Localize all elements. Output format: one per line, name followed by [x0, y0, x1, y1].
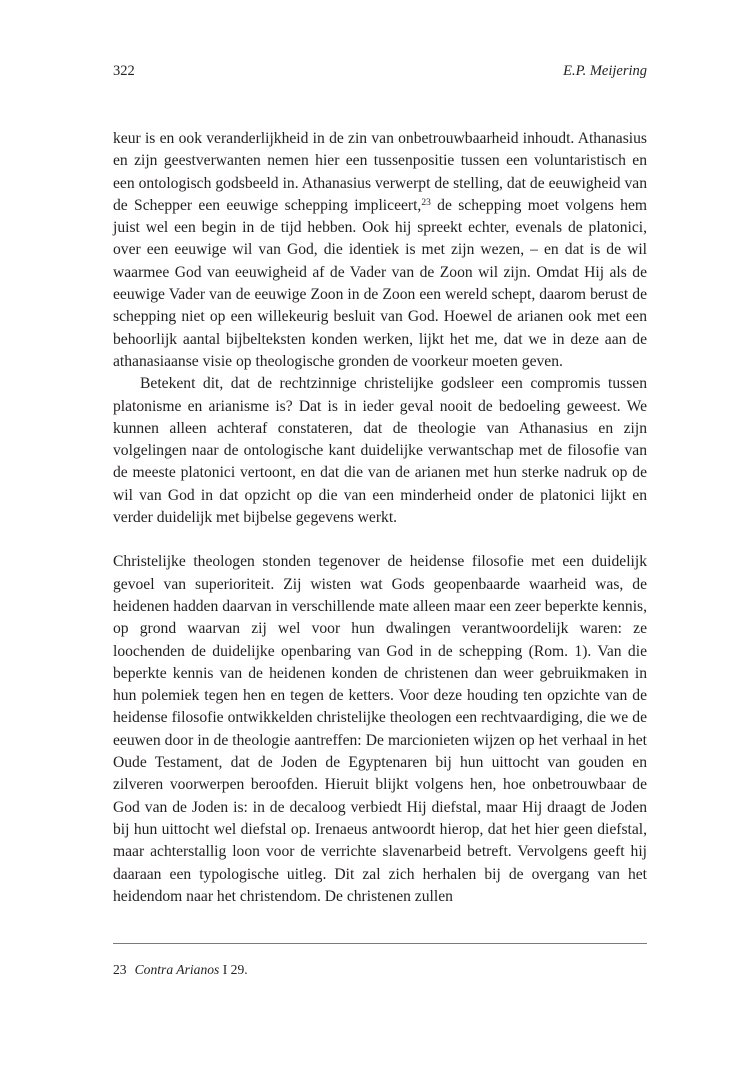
paragraph-3: Christelijke theologen stonden tegenover de heidense filosofie met een duidelijk gevoel van superioriteit. Zij wisten wat Gods geopenbaarde waarheid was, de heidenen hadden daarvan in verschillende mate alleen maar een zeer beperkte kennis, op grond waarvan zij wel voor hun dwalingen verantwoordelijk waren: ze loochenden de duidelijke openbaring van God in de schepping (Rom. 1). Van die beperkte kennis van de heidenen konden de christenen dan weer gebruikmaken in hun polemiek tegen hen en tegen de ketters. Voor deze houding ten opzichte van de heidense filosofie ontwikkelden christelijke theologen een rechtvaardiging, die we de eeuwen door in de theologie aantreffen: De marcionieten wijzen op het verhaal in het Oude Testament, dat de Joden de Egyptenaren bij hun uittocht van gouden en zilveren voorwerpen beroofden. Hieruit blijkt volgens hen, hoe onbetrouwbaar de God van de Joden is: in de decaloog verbiedt Hij diefstal, maar Hij draagt de Joden bij hun uittocht wel diefstal op. Irenaeus antwoordt hierop, dat het hier geen diefstal, maar achterstallig loon voor de verrichte slavenarbeid betreft. Vervolgens geeft hij daaraan een typologische uitleg. Dit zal zich herhalen bij de overgang van het heidendom naar het christendom. De christenen zullen [113, 553, 647, 905]
footnote-reference: I 29. [219, 962, 248, 977]
running-head [113, 63, 647, 83]
footnote-ref-23: 23 [421, 197, 431, 208]
page-number: 322 [113, 63, 135, 79]
paragraph-2: Betekent dit, dat de rechtzinnige christelijke godsleer een compromis tussen platonisme en arianisme is? Dat is in ieder geval nooit de bedoeling geweest. We kunnen alleen achteraf constateren, dat de theologie van Athanasius en zijn volgelingen naar de ontologische kant duidelijke verwantschap met de filosofie van de meeste platonici vertoont, en dat die van de arianen met hun sterke nadruk op de wil van God in dat opzicht op die van een minderheid onder de platonici lijkt en verder duidelijk met bijbelse gegevens werkt. [113, 375, 647, 527]
paragraph-1-text-a: keur is en ook veranderlijkheid in de zin van onbetrouwbaarheid inhoudt. Athanasius en zijn geestverwanten nemen hier een tussenpositie tussen een voluntaristisch en een ontologisch godsbeeld in. Athanasius verwerpt de stelling, dat de eeuwigheid van de Schepper een eeuwige schepping impliceert, [113, 130, 647, 214]
paragraph-1-text-b: de schepping moet volgens hem juist wel een begin in de tijd hebben. Ook hij spreekt echter, evenals de platonici, over een eeuwige wil van God, die identiek is met zijn wezen, – en dat is de wil waarmee God van eeuwigheid af de Vader van de Zoon wil zijn. Omdat Hij als de eeuwige Vader van de eeuwige Zoon in de Zoon een wereld schept, daarom berust de schepping niet op een willekeurig besluit van God. Hoewel de arianen ook met een behoorlijk aantal bijbelteksten konden werken, lijkt het me, dat we in deze aan de athanasiaanse visie op theologische gronden de voorkeur moeten geven. [113, 196, 647, 370]
paragraph-1 [113, 128, 647, 373]
footnote-number: 23 [113, 962, 127, 977]
footnote [113, 961, 647, 979]
running-head-author: E.P. Meijering [563, 63, 647, 79]
footnote-divider [113, 943, 647, 944]
body-text [113, 128, 647, 908]
footnote-title: Contra Arianos [134, 962, 220, 977]
